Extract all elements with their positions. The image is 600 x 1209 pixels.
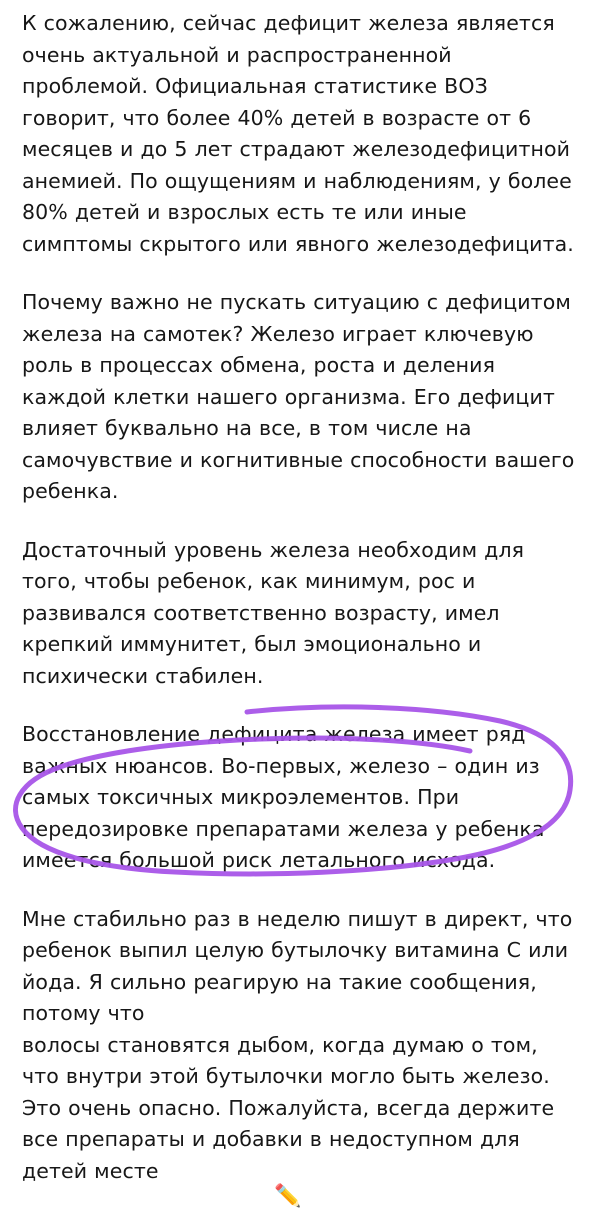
paragraph: Почему важно не пускать ситуацию с дефицитом железа на самотек? Железо играет ключевую роль в процессах обмена, роста и деления каждой клетки нашего организма. Его дефицит влияет буквально на все, в том числе на самочувствие и когнитивные способности вашего ребенка. xyxy=(22,290,575,503)
paragraph-highlighted: Восстановление дефицита железа имеет ряд важных нюансов. Во-первых, железо – один из самых токсичных микроэлементов. При передозировке препаратами железа у ребенка имеется большой риск летального исхода. xyxy=(22,722,545,872)
pencil-icon: ✏️ xyxy=(274,1184,302,1209)
paragraph: Достаточный уровень железа необходим для того, чтобы ребенок, как минимум, рос и развивался соответственно возрасту, имел крепкий иммунитет, был эмоционально и психически стабилен. xyxy=(22,537,525,688)
paragraph: волосы становятся дыбом, когда думаю о том, что внутри этой бутылочки могло быть железо. Это очень опасно. Пожалуйста, всегда держите все препараты и добавки в недоступном для детей месте xyxy=(22,1032,555,1183)
paragraph: К сожалению, сейчас дефицит железа является очень актуальной и распространенной проблемой. Официальная статистике ВОЗ говорит, что более 40% детей в возрасте от 6 месяцев и до 5 лет страдают железодефицитной анемией. По ощущениям и наблюдениям, у более 80% детей и взрослых есть те или иные симптомы скрытого или явного железодефицита. xyxy=(22,11,574,256)
paragraph: Мне стабильно раз в неделю пишут в директ, что ребенок выпил целую бутылочку витамина С или йода. Я сильно реагирую на такие сообщения, потому что xyxy=(22,906,573,1025)
